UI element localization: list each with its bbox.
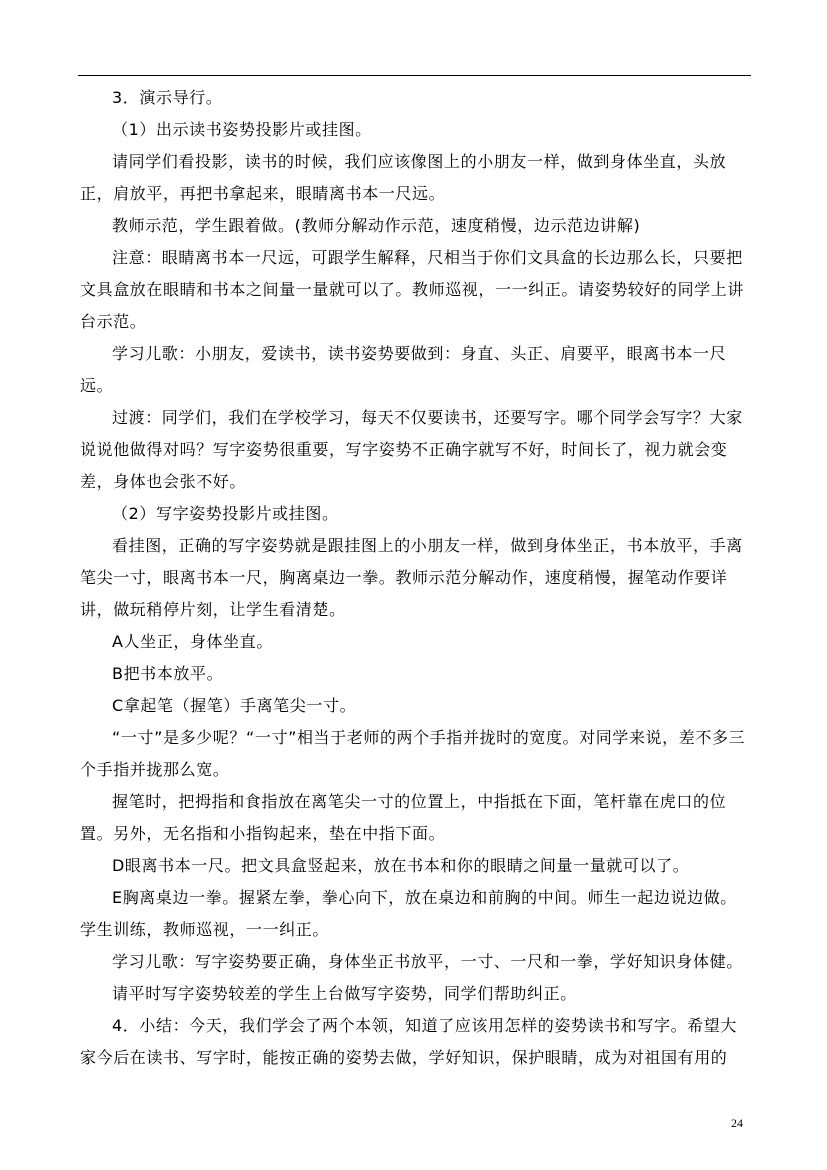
paragraph: 请同学们看投影，读书的时候，我们应该像图上的小朋友一样，做到身体坐直，头放正，肩放平，再把书拿起来，眼睛离书本一尺远。 xyxy=(80,152,727,203)
document-body xyxy=(80,82,752,1074)
page-number: 24 xyxy=(731,1116,743,1130)
paragraph: 握笔时，把拇指和食指放在离笔尖一寸的位置上，中指抵在下面，笔杆靠在虎口的位置。另外，无名指和小指钩起来，垫在中指下面。 xyxy=(80,792,727,843)
paragraph: 3．演示导行。 xyxy=(112,88,223,107)
paragraph: B把书本放平。 xyxy=(112,664,224,683)
paragraph: E胸离桌边一拳。握紧左拳，拳心向下，放在桌边和前胸的中间。师生一起边说边做。学生训练，教师巡视，一一纠正。 xyxy=(80,888,737,939)
header-rule xyxy=(78,75,751,76)
paragraph: “一寸”是多少呢？“一寸”相当于老师的两个手指并拢时的宽度。对同学来说，差不多三个手指并拢那么宽。 xyxy=(80,728,746,779)
paragraph: A人坐正，身体坐直。 xyxy=(112,632,273,651)
paragraph: C拿起笔（握笔）手离笔尖一寸。 xyxy=(112,696,357,715)
paragraph: 请平时写字姿势较差的学生上台做写字姿势，同学们帮助纠正。 xyxy=(112,984,577,1003)
paragraph: 教师示范，学生跟着做。(教师分解动作示范，速度稍慢，边示范边讲解) xyxy=(112,216,641,235)
paragraph: D眼离书本一尺。把文具盒竖起来，放在书本和你的眼睛之间量一量就可以了。 xyxy=(112,856,690,875)
paragraph: 学习儿歌：小朋友，爱读书，读书姿势要做到：身直、头正、肩要平，眼离书本一尺远。 xyxy=(80,344,727,395)
paragraph: 过渡：同学们，我们在学校学习，每天不仅要读书，还要写字。哪个同学会写字？大家说说他做得对吗？写字姿势很重要，写字姿势不正确字就写不好，时间长了，视力就会变差，身体也会张不好。 xyxy=(80,408,743,491)
paragraph: 4．小结：今天，我们学会了两个本领，知道了应该用怎样的姿势读书和写字。希望大家今后在读书、写字时，能按正确的姿势去做，学好知识，保护眼睛，成为对祖国有用的 xyxy=(80,1016,737,1067)
paragraph: 看挂图，正确的写字姿势就是跟挂图上的小朋友一样，做到身体坐正，书本放平，手离笔尖一寸，眼离书本一尺，胸离桌边一拳。教师示范分解动作，速度稍慢，握笔动作要详讲，做玩稍停片刻，让学生看清楚。 xyxy=(80,536,743,619)
paragraph: 学习儿歌：写字姿势要正确，身体坐正书放平，一寸、一尺和一拳，学好知识身体健。 xyxy=(112,952,743,971)
paragraph: （2）写字姿势投影片或挂图。 xyxy=(112,504,339,523)
paragraph: 注意：眼睛离书本一尺远，可跟学生解释，尺相当于你们文具盒的长边那么长，只要把文具盒放在眼睛和书本之间量一量就可以了。教师巡视，一一纠正。请姿势较好的同学上讲台示范。 xyxy=(80,248,745,331)
paragraph: （1）出示读书姿势投影片或挂图。 xyxy=(112,120,372,139)
